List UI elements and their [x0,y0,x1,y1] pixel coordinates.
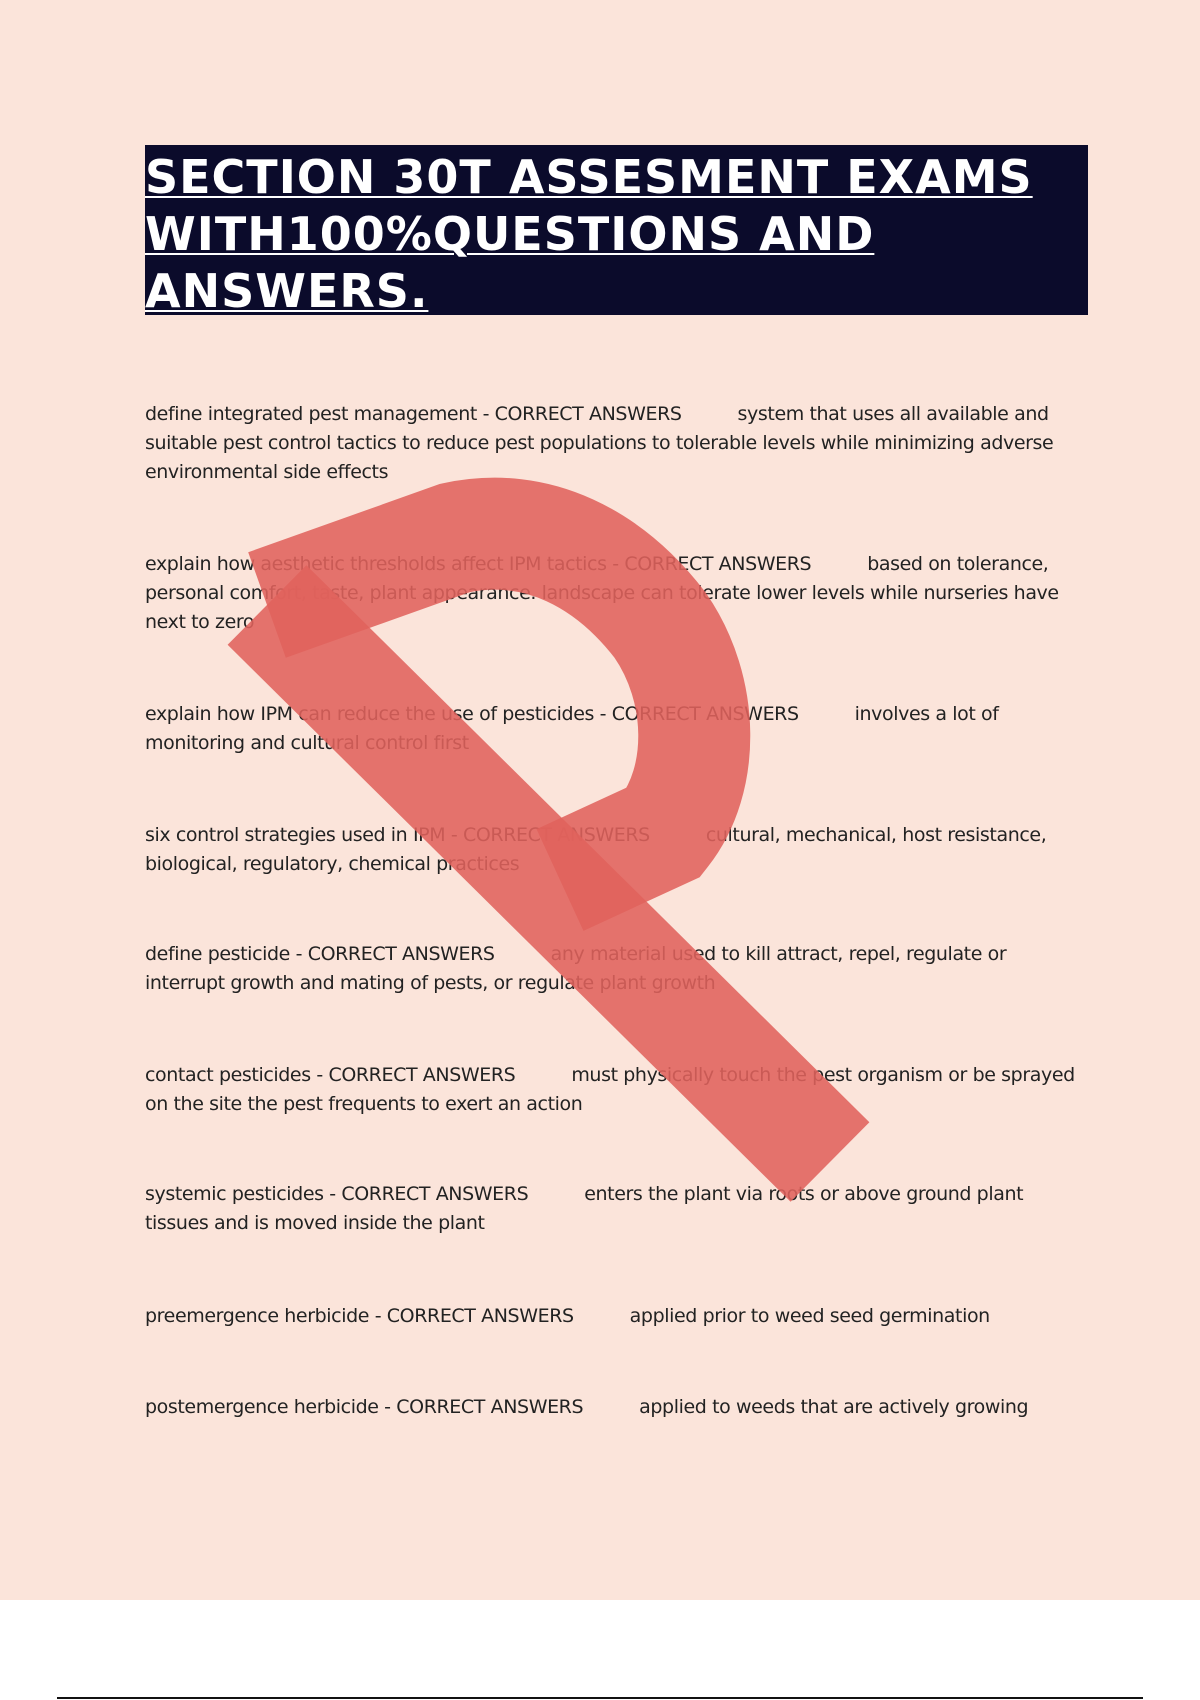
page-title: SECTION 30T ASSESMENT EXAMS WITH100%QUESTIONS AND ANSWERS. [145,150,1033,318]
answer-text: cultural, mechanical, host resistance, biological, regulatory, chemical practices [145,824,1047,875]
question-text: contact pesticides [145,1064,311,1086]
answer-label: CORRECT ANSWERS [624,553,812,575]
answer-label: CORRECT ANSWERS [386,1305,574,1327]
answer-label: CORRECT ANSWERS [494,403,682,425]
answer-label: CORRECT ANSWERS [611,703,799,725]
answer-text: based on tolerance, personal comfort, taste, plant appearance. landscape can tolerate lower levels while nurseries have next to zero [145,553,1059,633]
separator: - [295,943,303,965]
question-text: six control strategies used in IPM [145,824,446,846]
qa-item [145,1393,1090,1422]
qa-item [145,1061,1090,1119]
answer-text: must physically touch the pest organism or be sprayed on the site the pest frequents to exert an action [145,1064,1075,1115]
qa-item [145,400,1090,487]
separator: - [374,1305,382,1327]
question-text: define pesticide [145,943,290,965]
answer-label: CORRECT ANSWERS [341,1183,529,1205]
qa-item [145,1180,1090,1238]
answer-text: enters the plant via roots or above ground plant tissues and is moved inside the plant [145,1183,1024,1234]
separator: - [612,553,619,575]
answer-label: CORRECT ANSWERS [328,1064,516,1086]
question-text: explain how IPM can reduce the use of pesticides [145,703,595,725]
answer-label: CORRECT ANSWERS [396,1396,584,1418]
answer-text: any material used to kill attract, repel, regulate or interrupt growth and mating of pests, or regulate plant growth [145,943,1007,994]
answer-text: involves a lot of monitoring and cultural control first [145,703,999,754]
qa-item [145,821,1090,879]
separator: - [482,403,490,425]
question-text: systemic pesticides [145,1183,324,1205]
question-text: postemergence herbicide [145,1396,379,1418]
answer-text: applied to weeds that are actively growing [639,1396,1029,1418]
question-text: preemergence herbicide [145,1305,370,1327]
qa-item [145,700,1090,758]
answer-text: system that uses all available and suitable pest control tactics to reduce pest populations to tolerable levels while minimizing adverse environmental side effects [145,403,1054,483]
question-text: explain how aesthetic thresholds affect IPM tactics [145,553,607,575]
footer-divider [57,1697,1143,1699]
separator: - [329,1183,336,1205]
qa-item [145,550,1090,637]
answer-text: applied prior to weed seed germination [629,1305,990,1327]
separator: - [450,824,458,846]
question-text: define integrated pest management [145,403,477,425]
answer-label: CORRECT ANSWERS [307,943,495,965]
separator: - [316,1064,323,1086]
separator: - [599,703,607,725]
separator: - [384,1396,391,1418]
qa-item [145,1302,1090,1331]
answer-label: CORRECT ANSWERS [462,824,650,846]
qa-item [145,940,1090,998]
